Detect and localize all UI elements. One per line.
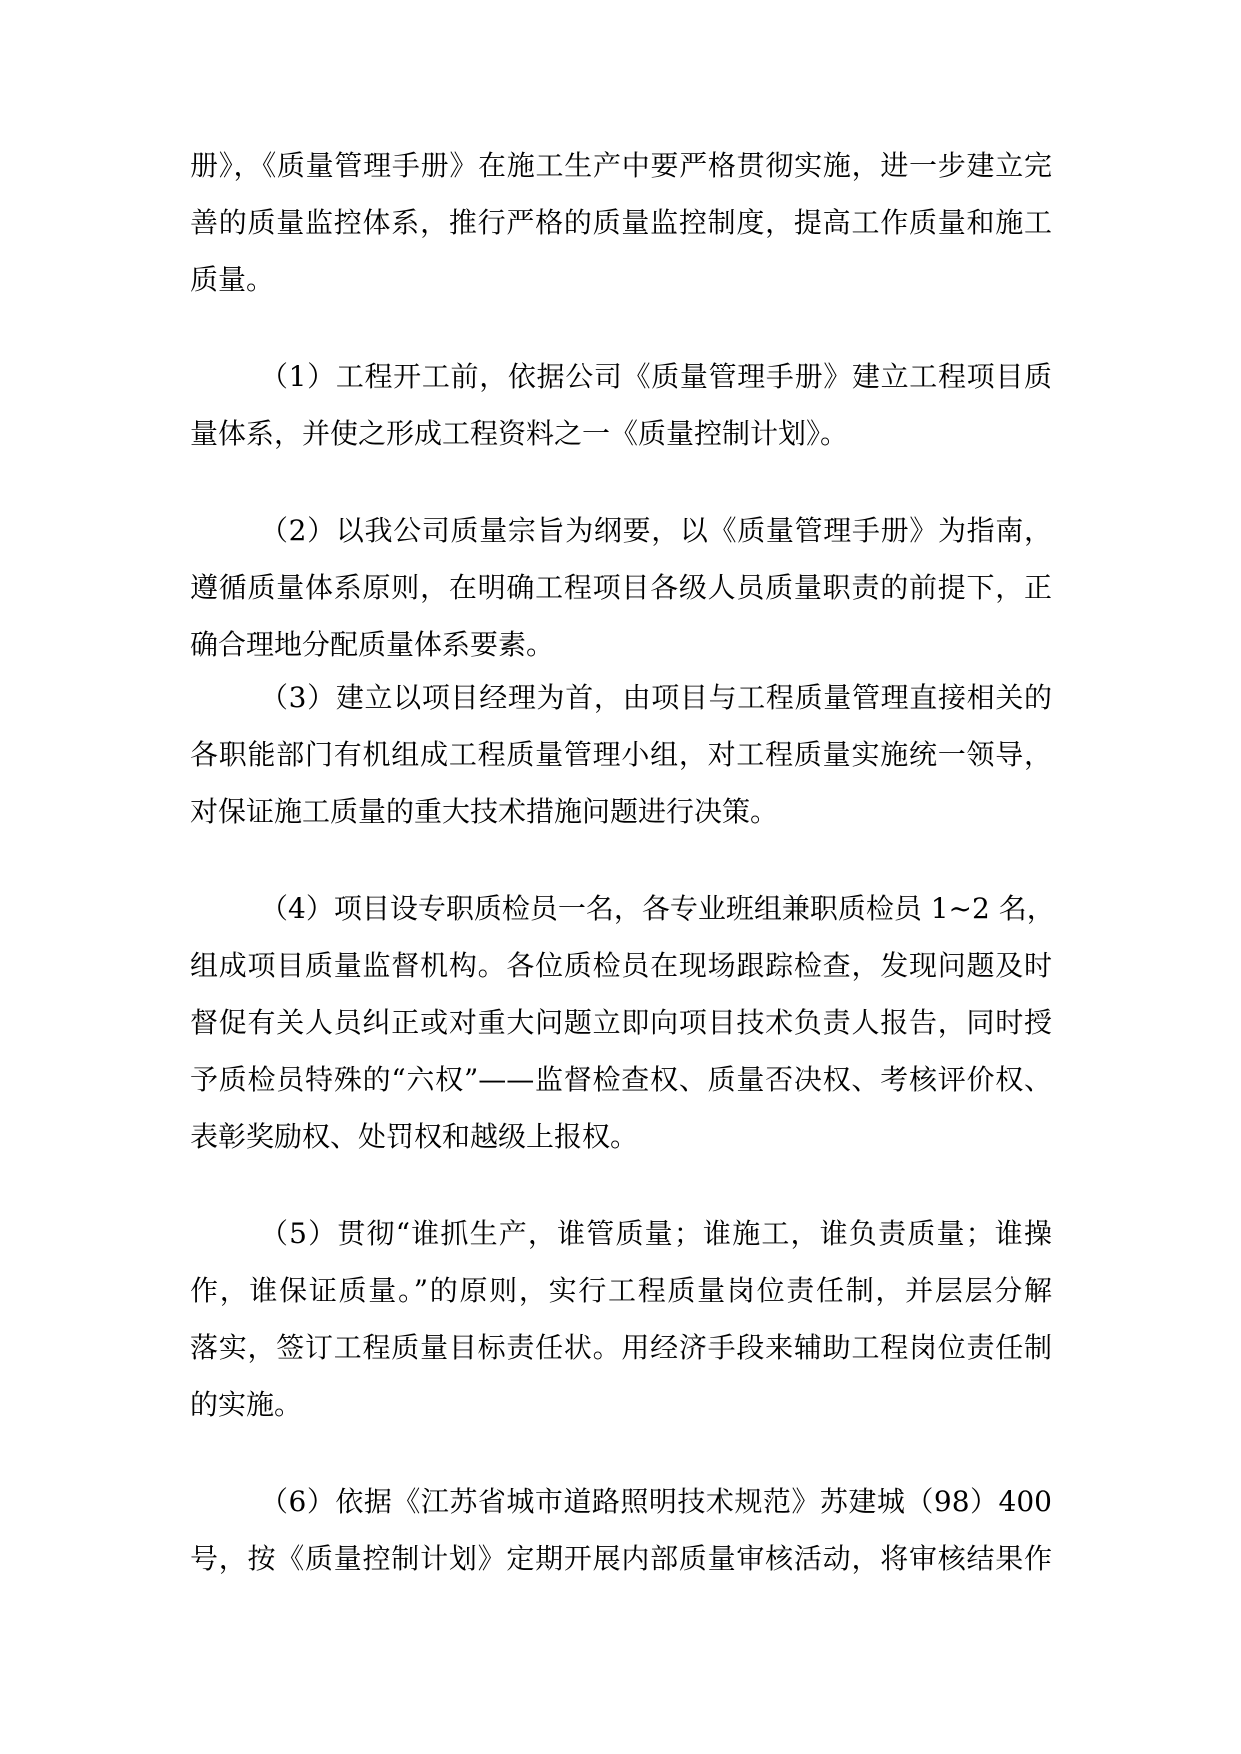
- text-line: 册》，《质量管理手册》在施工生产中要严格贯彻实施，进一步建立完: [190, 149, 1052, 182]
- text-line: 量体系，并使之形成工程资料之一《质量控制计划》。: [190, 417, 849, 450]
- text-line: 质量。: [190, 263, 275, 296]
- paragraph-6-line: （6）依据《江苏省城市道路照明技术规范》苏建城（98）400: [260, 1485, 1052, 1518]
- text-line: 遵循质量体系原则，在明确工程项目各级人员质量职责的前提下，正: [190, 571, 1052, 604]
- text-line: 善的质量监控体系，推行严格的质量监控制度，提高工作质量和施工: [190, 206, 1052, 239]
- text-line: 落实，签订工程质量目标责任状。用经济手段来辅助工程岗位责任制: [190, 1331, 1052, 1364]
- text-line: 组成项目质量监督机构。各位质检员在现场跟踪检查，发现问题及时: [190, 949, 1052, 982]
- text-line: 作，谁保证质量。”的原则，实行工程质量岗位责任制，并层层分解: [190, 1274, 1052, 1307]
- text-line: 各职能部门有机组成工程质量管理小组，对工程质量实施统一领导，: [190, 738, 1052, 771]
- text-line: 督促有关人员纠正或对重大问题立即向项目技术负责人报告，同时授: [190, 1006, 1052, 1039]
- text-line: 表彰奖励权、处罚权和越级上报权。: [190, 1120, 639, 1153]
- paragraph-5-line: （5）贯彻“谁抓生产，谁管质量；谁施工，谁负责质量；谁操: [260, 1217, 1052, 1250]
- text-line: 予质检员特殊的“六权”——监督检查权、质量否决权、考核评价权、: [190, 1063, 1052, 1096]
- text-line: 确合理地分配质量体系要素。: [190, 628, 555, 661]
- paragraph-1-line: （1）工程开工前，依据公司《质量管理手册》建立工程项目质: [260, 360, 1052, 393]
- text-line: 的实施。: [190, 1388, 303, 1421]
- paragraph-3-line: （3）建立以项目经理为首，由项目与工程质量管理直接相关的: [260, 681, 1052, 714]
- paragraph-4-line: （4）项目设专职质检员一名，各专业班组兼职质检员 1~2 名，: [260, 892, 1055, 925]
- text-line: 对保证施工质量的重大技术措施问题进行决策。: [190, 795, 779, 828]
- text-line: 号，按《质量控制计划》定期开展内部质量审核活动，将审核结果作: [190, 1542, 1052, 1575]
- paragraph-2-line: （2）以我公司质量宗旨为纲要，以《质量管理手册》为指南，: [260, 514, 1052, 547]
